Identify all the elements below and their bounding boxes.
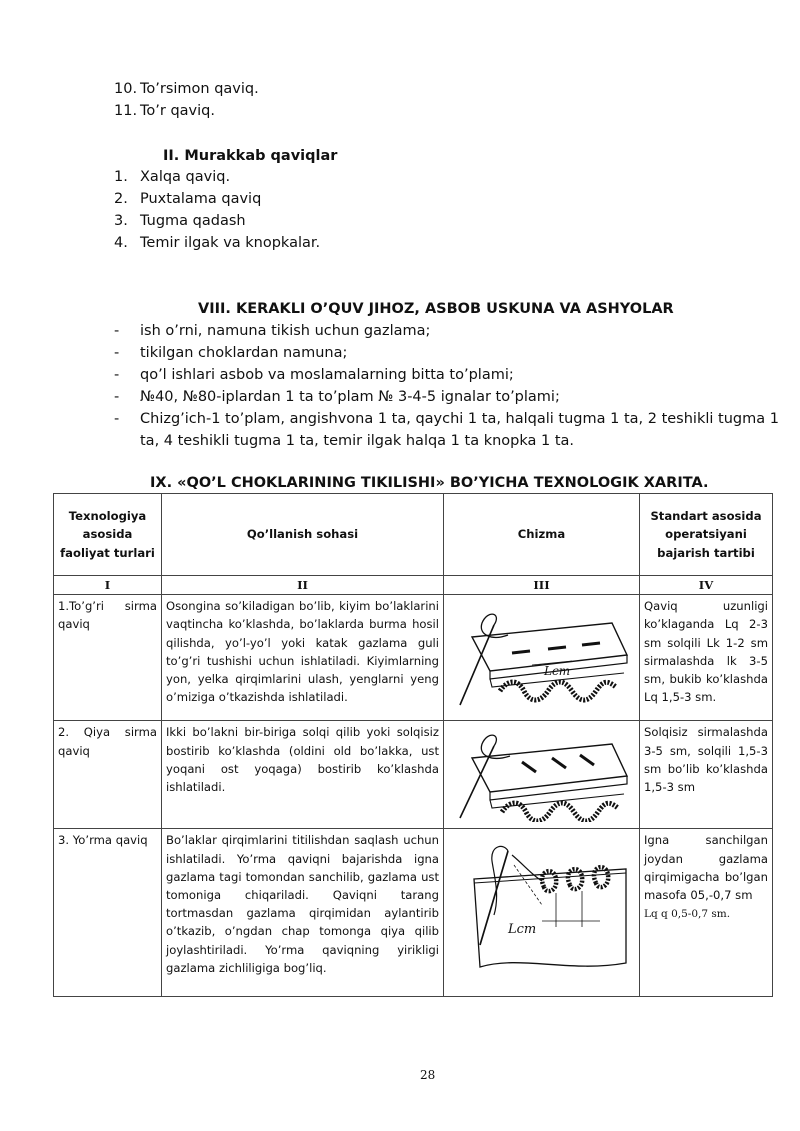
header-usage-area: Qo’llanish sohasi — [162, 494, 444, 576]
list-number: 10. — [114, 81, 138, 97]
standard-text — [640, 595, 773, 721]
column-number: I — [54, 576, 162, 595]
list-item — [114, 232, 320, 254]
list-text: To’r qaviq. — [140, 103, 215, 119]
list-item — [114, 78, 259, 100]
header-activity-types: Texnologiya asosida faoliyat turlari — [54, 494, 162, 576]
straight-basting-stitch-drawing — [452, 595, 632, 715]
slanted-basting-stitch-drawing — [452, 722, 632, 822]
standard-text: Igna sanchilgan joydan gazlama qirqimigacha bo’lgan masofa 05,-0,7 sm — [644, 833, 768, 903]
list-text: Xalqa qaviq. — [140, 169, 231, 185]
list-item — [114, 188, 261, 210]
stitch-type: 1.To’g’ri sirma qaviq — [54, 595, 162, 721]
list-item — [114, 100, 215, 122]
drawing-cell — [444, 721, 640, 829]
standard-text: Solqisiz sirmalashda 3-5 sm, solqili 1,5-3 sm bo’lib ko’klashda 1,5-3 sm — [640, 721, 773, 829]
section-heading: IX. «QO’L CHOKLARINING TIKILISHI» BO’YICHA TEXNOLOGIK XARITA. — [150, 475, 709, 491]
technology-map-table — [53, 493, 773, 997]
standard-text-content: Qaviq uzunligi ko’klaganda Lq 2-3 sm solqili Lk 1-2 sm sirmalashda lk 3-5 sm, bukib ko’klashda Lq 1,5-3 sm. — [644, 599, 768, 705]
section-heading: VIII. KERAKLI O’QUV JIHOZ, ASBOB USKUNA VA ASHYOLAR — [198, 301, 674, 317]
list-number: 3. — [114, 213, 128, 229]
list-text: Temir ilgak va knopkalar. — [140, 235, 321, 251]
table-row — [54, 721, 773, 829]
bullet-text: ish o’rni, namuna tikish uchun gazlama; — [140, 323, 431, 339]
bullet-dash: - — [114, 345, 120, 361]
bullet-text: Chizg’ich-1 to’plam, angishvona 1 ta, qaychi 1 ta, halqali tugma 1 ta, 2 teshikli tugma 1 ta, 4 teshikli tugma 1 ta, temir ilgak halqa 1 ta knopka 1 ta. — [140, 411, 779, 449]
usage-text: Osongina so’kiladigan bo’lib, kiyim bo’laklarini vaqtincha ko’klashda, bo’laklarda burma hosil qilishda, yo’l-yo’l yoki katak gazlama guli to’g’ri tushishi uchun ishlatiladi. Kiyimlarning yon, yelka qirqimlarini ulash, yenglarni yeng o’miziga o’tkazishda ishlatiladi. — [162, 595, 444, 721]
list-item — [114, 210, 246, 232]
column-number: III — [444, 576, 640, 595]
overcast-stitch-drawing — [450, 835, 634, 985]
list-number: 2. — [114, 191, 128, 207]
stitch-type: 2. Qiya sirma qaviq — [54, 721, 162, 829]
page-number: 28 — [420, 1068, 436, 1082]
table-row — [54, 829, 773, 997]
column-number: II — [162, 576, 444, 595]
table-header-row — [54, 494, 773, 576]
bullet-dash: - — [114, 367, 120, 383]
header-standard-order: Standart asosida operatsiyani bajarish tartibi — [640, 494, 773, 576]
list-text: Puxtalama qaviq — [140, 191, 262, 207]
bullet-text: qo’l ishlari asbob va moslamalarning bitta to’plami; — [140, 367, 514, 383]
drawing-label: Lст — [543, 664, 570, 679]
bullet-dash: - — [114, 389, 120, 405]
usage-text: Bo’laklar qirqimlarini titilishdan saqlash uchun ishlatiladi. Yo’rma qaviqni bajarishda igna gazlama tagi tomondan sanchilib, gazlama ust tomoniga chiqariladi. Qaviqni tarang tortmasdan gazlama qirqimidan aylantirib o’tkazib, o’ngdan chap tomonga qiya qilib joylashtiriladi. Yo’rma qaviqning yirikligi gazlama zichliligiga bog’liq. — [162, 829, 444, 997]
section-heading: II. Murakkab qaviqlar — [163, 148, 338, 164]
bullet-text: №40, №80-iplardan 1 ta to’plam № 3-4-5 ignalar to’plami; — [140, 389, 560, 405]
standard-formula: Lq q 0,5-0,7 sm. — [644, 908, 731, 921]
drawing-label: Lст — [507, 922, 536, 938]
bullet-dash: - — [114, 411, 120, 427]
stitch-type: 3. Yo’rma qaviq — [54, 829, 162, 997]
bullet-dash: - — [114, 323, 120, 339]
list-number: 4. — [114, 235, 128, 251]
list-item — [114, 166, 230, 188]
header-drawing: Chizma — [444, 494, 640, 576]
drawing-cell — [444, 595, 640, 721]
list-number: 1. — [114, 169, 128, 185]
drawing-cell — [444, 829, 640, 997]
column-number: IV — [640, 576, 773, 595]
usage-text: Ikki bo’lakni bir-biriga solqi qilib yoki solqisiz bostirib ko’klashda (oldini old bo’lakka, ust yoqani ost yoqaga) bostirib ko’klashda ishlatiladi. — [162, 721, 444, 829]
list-text: Tugma qadash — [140, 213, 246, 229]
table-roman-row — [54, 576, 773, 595]
standard-cell — [640, 829, 773, 997]
bullet-text: tikilgan choklardan namuna; — [140, 345, 348, 361]
table-row — [54, 595, 773, 721]
list-text: To’rsimon qaviq. — [140, 81, 259, 97]
list-number: 11. — [114, 103, 138, 119]
